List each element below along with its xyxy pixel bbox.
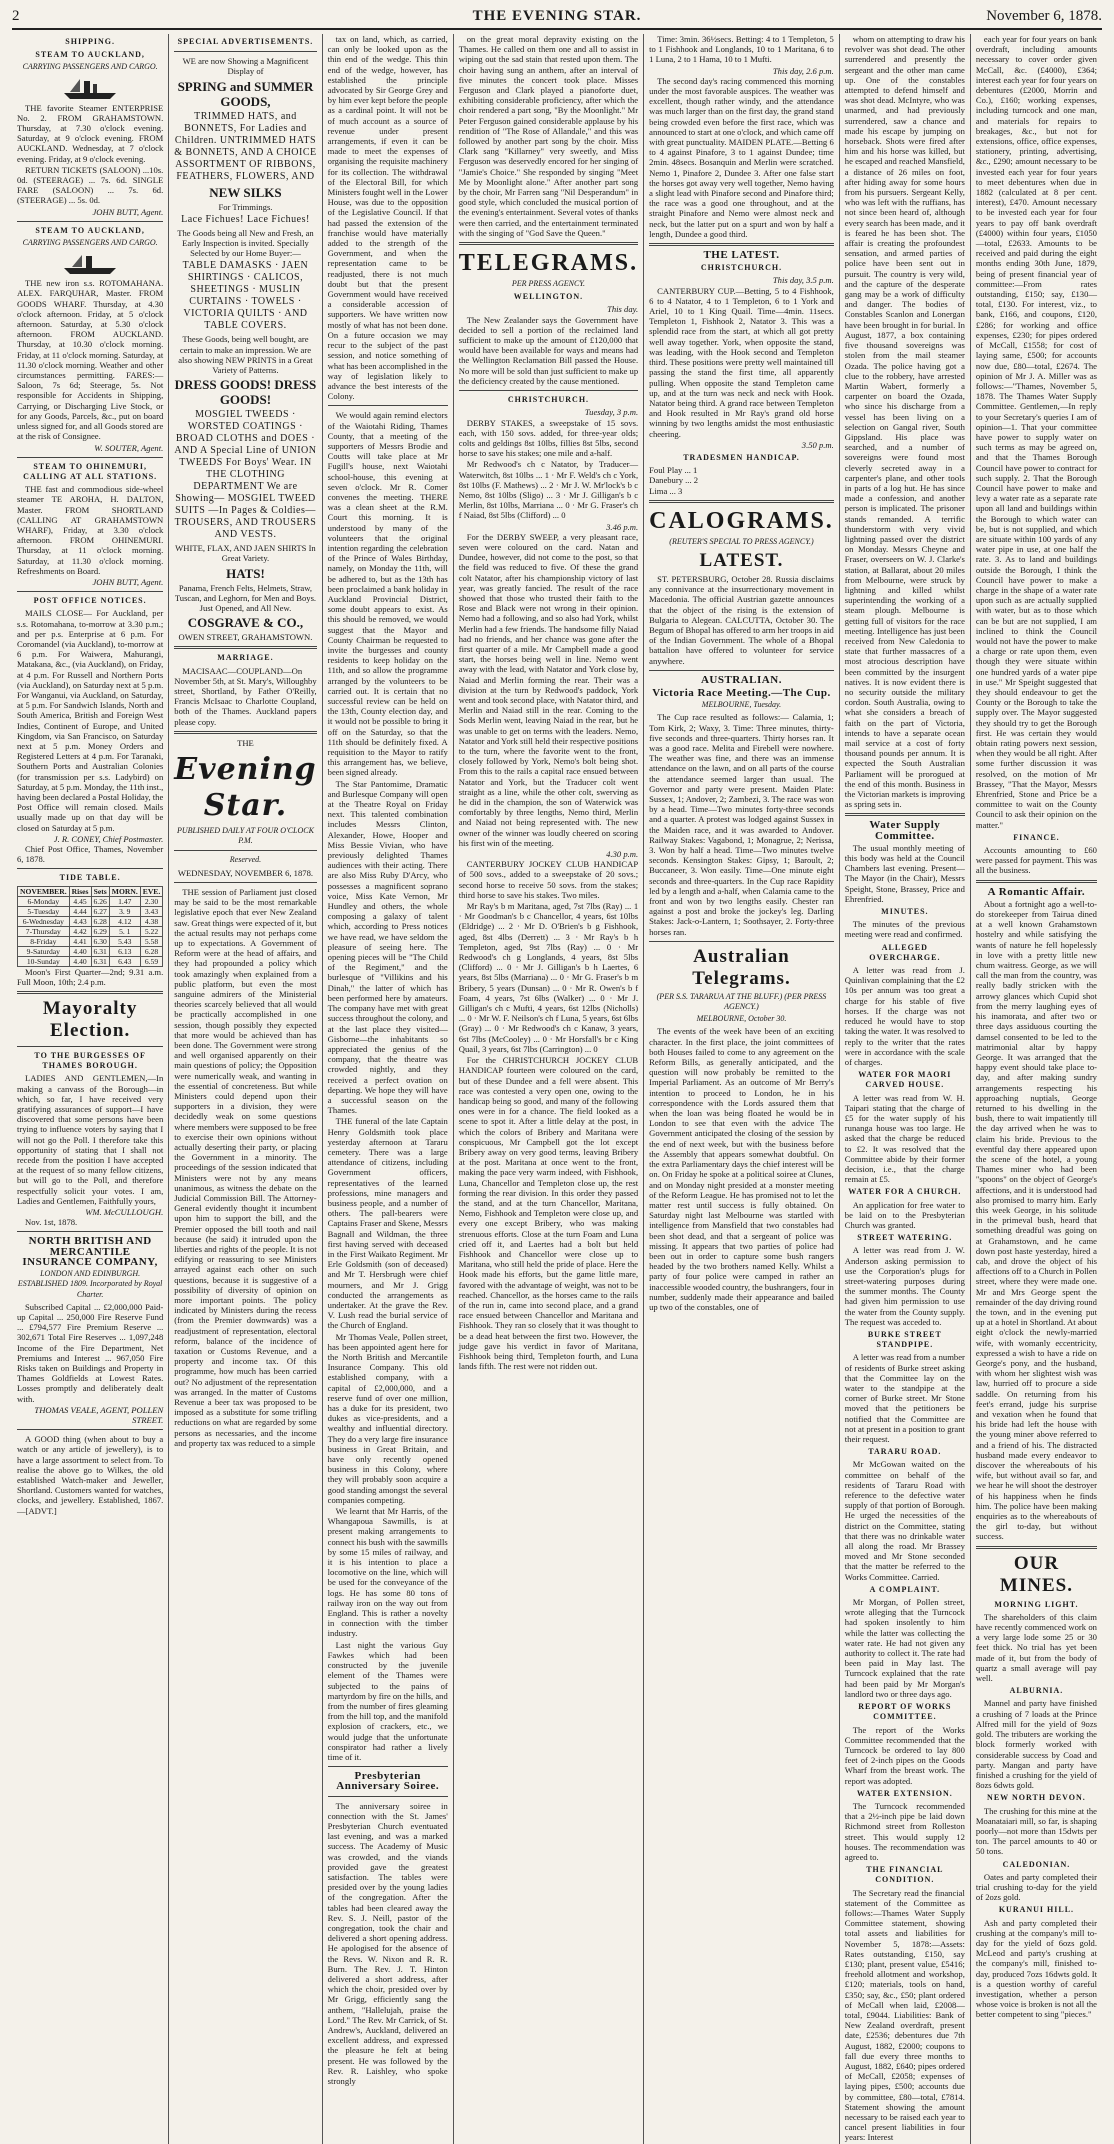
divider	[174, 882, 316, 883]
ad-body: WHITE, FLAX, AND JAEN SHIRTS In Great Variety.	[175, 543, 316, 564]
steam2-body: THE new iron s.s. ROTOMAHANA. ALEX. FARQUHAR, Master. FROM GOODS WHARF. Thursday, at 4.30 o'clock afternoon. Friday, at 5 o'clock afternoon. Saturday, at 5.30 o'clock afternoon. FROM AUCKLAND. Thursday, at 10.30 o'clock morning. Friday, at 11 o'clock morning. Saturday, at 11.30 o'clock morning. Weather and other circumstances permitting. FARES:—Saloon, 7s 6d; Steerage, 5s. Not responsible for Accidents in Shipping, Carrying, or Discharging Live Stock, or for any Goods, Parcels, &c., put on board unless signed for, and all Goods stored are at the risk of Consignee.	[17, 278, 164, 442]
mayoralty-heading: Mayoralty Election.	[42, 998, 138, 1042]
mine-heading: CALEDONIAN.	[1002, 1859, 1071, 1869]
presbyterian-heading: Presbyterian Anniversary Soiree.	[336, 1770, 440, 1793]
handicap-report: For the CHRISTCHURCH JOCKEY CLUB HANDICAP fourteen were coloured on the card, but of these Dundee and a fell were absent. This race was contested a very open one, owing to the handicap being so good, and many of the following ones were in for a chance. The field looked as a scene to spot it. After a little delay at the post, in which the colors of Bribery and Maritana were conspicuous, Mr Campbell got the lot except Bribery away on very good terms, leaving Bribery at the post. Maritana at once went to the front, making the pace very warm indeed, with Fishhook, Luna, Chancellor and Templeton close up, the rest forming the rear division. In this order they passed the stand, and at the turn Chancellor, Maritana, Nemo, Fishhook and Templeton were close up, and every one except Bribery, who was making strenuous efforts. Close at the turn Foam and Luna cried off it, and Laertes had a bolt but held Fishhook and Chancellor were close up to Maritana, who still held the pride of place. Here the Hook made his efforts, but the game little mare, favored with the advantage of weight, was not to be reached. Chancellor, as the horses came to the rails of the run in, came into second place, and a grand race ensued between Chancellor and Maritana and Fishhook. They ran so closely that it was thought to be a dead heat between the first two. However, the judge gave his verdict in favor of Maritana, Fishhook being third, Templeton fourth, and Luna lands fifth. The rest were not ridden out.	[458, 1055, 639, 1372]
race-time: 3.50 p.m.	[801, 439, 834, 450]
australian-heading: AUSTRALIAN.	[700, 673, 782, 686]
minutes-heading: MINUTES.	[881, 907, 929, 917]
our-mines-heading: OUR MINES.	[999, 1552, 1073, 1596]
christchurch-heading: CHRISTCHURCH.	[507, 395, 590, 405]
burke-street-heading: BURKE STREET STANDPIPE.	[867, 1329, 942, 1350]
divider	[845, 813, 965, 816]
table-row	[18, 916, 163, 926]
tide-cell: 6.13	[109, 946, 140, 956]
burke-street-body: A letter was read from a number of residents of Burke street asking that the Committee lay on the water to the standpipe at the corner of Burke street. Mr Stone moved that the petitioners be notified that the Committee are not at present in a position to grant their request.	[844, 1352, 965, 1445]
tide-cell: 6.31	[91, 946, 109, 956]
tide-col-header: EVE.	[140, 886, 163, 896]
tide-cell: 8-Friday	[18, 936, 70, 946]
tide-cell: 4.43	[69, 916, 91, 926]
column-2	[169, 34, 322, 2144]
wellington-date: This day.	[607, 304, 639, 315]
complaint-body: Mr Morgan, of Pollen street, wrote alleging that the Turncock had spoken insolently to him while the latter was collecting the water rate. He had not given any authority to collect it. The rate had been paid in May last. The Turncock explained that the rate had been paid by Mr Morgan's landlord two or three days ago.	[844, 1597, 965, 1699]
tide-cell: 10-Sunday	[18, 956, 70, 966]
post-office-date: Chief Post Office, Thames, November 6, 1878.	[17, 844, 164, 865]
church-water-body: An application for free water to be laid on to the Presbyterian Church was granted.	[844, 1199, 965, 1230]
complaint-heading: A COMPLAINT.	[869, 1584, 941, 1594]
divider	[328, 1796, 448, 1797]
mayoralty-sub: TO THE BURGESSES OF THAMES BOROUGH.	[34, 1051, 146, 1071]
divider	[328, 405, 448, 406]
christchurch-date: Tuesday, 3 p.m.	[584, 407, 639, 418]
evening-star-logo: Evening Star.	[174, 752, 317, 824]
financial-continued: each year for four years on bank overdraft, including amounts necessary to cover order given McCall, &c. (£4000), £364; interest each year for four years on debentures (£2000, Morrin and Co.), £160; working expenses, including turncock and one man, and materials for repairs to breakages, &c., but not for extensions, office, office expenses, stationery, printing, advertising, &c., £290; amount necessary to be invested each year for four years to meet debentures when due in 1882 (calculated at 8 per cent. interest), £470. Amount necessary to be invested each year for four years to pay off bank overdraft (£4000) within four years, £1050—total, £2633. Amounts to be received and paid during the eight months ending 30th June, 1879, being of present financial year of committee:—From rates outstanding, £150; say, £130—total, £130. For interest, viz., to bank, £166, and coupons, £120, £286; for working and office expenses, £230; for pipes ordered of McCall, £1558; for cost of laying same, £500; for accounts now due, £80—total, £2674. The opinion of Mr J. A. Miller was as follows:—"Thames, November 5, 1878. The Thames Water Supply Committee. Gentlemen,—In reply to your Secretary's queries I am of opinion—1. That your committee have power to supply water on such terms as may be agreed on, and that the Thames Borough Council have power to contract for such supply. 2. That the Borough Council have power to make and levy a water rate as a separate rate upon all land and buildings within the Borough to which water can be, but is not supplied, and which are situate within 100 yards of any water pipe in use, at one half the rate. 3. As to land and buildings outside the Borough, I think the Council have power to make a charge in the shape of a water rate upon such as are actually supplied with water, but as to those which can be but are not supplied, I am inclined to think the Council would not have the power to make a charge or rate upon them, even though they were situate within one hundred yards of a water pipe in use." Mr Speight suggested that they should endeavour to get the County or the Borough to take the supply over. The Mayor suggested they should try to get the Borough first. He was certain they would obtain rating powers next session, when they would be all right. After some further discussion it was resolved, on the motion of Mr Brassey, "That the Mayor, Messrs Ehrenfried, Stone and Price be a committee to wait on the County Council to ask their opinion on the matter."	[975, 34, 1097, 830]
water-supply-body: The usual monthly meeting of this body was held at the Council Chambers last evening. Present—The Mayor (in the Chair), Messrs Speight, Stone, Brassey, Price and Ehrenfried.	[844, 842, 965, 904]
divider	[459, 242, 638, 245]
divider	[174, 731, 316, 734]
tide-cell: 5.58	[140, 936, 163, 946]
insurance-body: Subscribed Capital ... £2,000,000 Paid-up Capital ... 250,000 Fire Reserve Fund ... £794,577 Fire Premium Reserve ... 302,671 Total Fire Reserves ... 1,097,248 Income of the Fire Department, Net Premiums and Interest ... 967,050 Fire Risks taken on Buildings and Property in Thames Goldfields at Lowest Rates. Losses promptly and deliberately dealt with.	[17, 1301, 164, 1404]
soiree-continued: on the great moral depravity existing on the Thames. He called on them one and all to assist in wiping out the sad stain that rested upon them. The choir having sung an anthem, after an interval of five minutes the concert took place. Misses Ferguson and Clark played a pianoforte duet, exhibiting considerable proficiency, after which the choir rendered a part song, "By the Moonlight." Mr Peter Ferguson gained considerable applause by his rendition of "The Rose of Allandale," and this was followed by another part song by the choir. Miss Clark sang "Killarney" very sweetly, and Miss Ferguson was deservedly encored for her singing of "Jamie's Choice." She responded by singing "Meet Me by Moonlight alone." After another part song by the choir, Mr Farren sang "Nil Desperandum" in good style, which concluded the musical portion of the evening's entertainment. Several votes of thanks were then carried, and the entertainment terminated with the singing of "God Save the Queen."	[458, 34, 639, 238]
tide-cell: 3.43	[140, 906, 163, 916]
tararu-road-heading: TARARU ROAD.	[868, 1447, 942, 1457]
minutes-body: The minutes of the previous meeting were read and confirmed.	[844, 919, 965, 940]
tradesmen-handicap-heading: TRADESMEN HANDICAP.	[683, 452, 800, 462]
ad-dress-goods: DRESS GOODS! DRESS GOODS!	[174, 377, 317, 408]
divider	[328, 1766, 448, 1767]
church-water-heading: WATER FOR A CHURCH.	[848, 1187, 962, 1197]
ad-body: These Goods, being well bought, are certain to make an impression. We are also showing NEW PRINTS in a Great Variety of Patterns.	[178, 334, 313, 376]
overcharge-heading: ALLEGED OVERCHARGE.	[869, 942, 941, 962]
list-item: Danebury ... 2	[649, 475, 699, 486]
steam2-sub: CARRYING PASSENGERS AND CARGO.	[22, 238, 158, 248]
steamship-icon	[60, 75, 120, 101]
steam1-heading: STEAM TO AUCKLAND,	[35, 50, 145, 60]
race-time: 3.46 p.m.	[606, 521, 639, 532]
wellington-heading: WELLINGTON.	[513, 292, 584, 302]
mine-report: Mannel and party have finished a crushing of 7 loads at the Prince Alfred mill for the yield of 9ozs gold. The tributers are working the block formerly worked with considerable success by Coad and party. Mangan and party have finished a crushing for the yield of 8ozs 6dwts gold.	[975, 1698, 1097, 1791]
steam1-fares: RETURN TICKETS (SALOON) ...10s. 0d. (STEERAGE) ... 7s. 6d. SINGLE FARE (SALOON) ... 7s. 6d. (STEERAGE) ... 5s. 0d.	[17, 164, 164, 206]
tide-table-heading: TIDE TABLE.	[59, 873, 121, 883]
page-masthead	[12, 6, 1102, 30]
leader-article: THE session of Parliament just closed may be said to be the most remarkable legislative epoch that ever New Zealand saw. Great things were expected of it, but the actual results may not perhaps come up to expectations. A Government of Reform were at the head of affairs, and they had propounded a policy which took amazingly when explained from a public platform, but even the most sanguine admirers of the Ministerial theories scarcely believed that all would be practically accomplished in one session, though possibly they expected that more would be achieved than has been done. The Government were strong and well organised apparently on their main questions of policy; the Opposition were numerically weak, and wanting in the essential of concreteness. But while Ministers could depend upon their supporters in a division, they were decidedly weak on some questions where members were supposed to be free to exercise their own opinions without actually deserting their party, or placing the Government in a minority. The proceedings of the session indicated that Ministers were not by any means unanimous, as witness the debate on the Judicial Commission Bill. The Attorney-General evidently thought it incumbent upon him to support the bill, and the Premier opposed the bill tooth and nail because (he said) it intruded upon the liberties and rights of the people. It is not edifying or reassuring to see Ministers arrayed against each other on such questions, because it is suggestive of a possibility of diversity of opinion on more important points. The policy indicated by Ministers during the recess (from the Premier downwards) was a readjustment of representation, electoral reform, balance of the incidence of taxation or Customs Revenue, and a property and income tax. Of this programme, how much has been carried out? No adjustment of the representation was arranged. In the matter of Customs Revenue a beer tax was proposed to be imposed as a substitute for some trifling reductions on what are regarded by some persons as necessaries, and the income and property tax was reduced to a simple	[174, 886, 317, 1448]
mine-heading: MORNING LIGHT.	[994, 1599, 1079, 1609]
ad-firm-name: COSGRAVE & CO.,	[187, 615, 304, 631]
insurance-heading: NORTH BRITISH AND MERCANTILE INSURANCE COMPANY,	[22, 1235, 158, 1268]
tide-cell: 3. 9	[109, 906, 140, 916]
page-number: 2	[12, 8, 20, 24]
divider	[17, 868, 163, 869]
works-committee-body: The report of the Works Committee recommended that the Turncock be ordered to lay 800 feet of 2-inch pipes on the Goods Wharf from the breast work. The report was adopted.	[844, 1724, 965, 1786]
latest2-heading: LATEST.	[699, 549, 784, 571]
street-watering-heading: STREET WATERING.	[857, 1233, 953, 1243]
ad-body: Panama, French Felts, Helmets, Straw, Tuscan, and Leghorn, for Men and Boys. Just Opened, and All New.	[174, 582, 317, 614]
water-supply-heading: Water Supply Committee.	[869, 819, 941, 842]
divider	[17, 1231, 163, 1232]
news-paragraph: THE funeral of the late Captain Henry Goldsmith took place yesterday afternoon at Tararu cemetery. There was a large attendance of citizens, including Government officers, representatives of the learned professions, mine managers and business people, and a number of others. The pall-bearers were Captains Fraser and Skene, Messrs Bagnall and Wildman, the three first having served with deceased in the First Waikato Regiment. Mr Erle Goldsmith (son of deceased) and Mr T. Hersbrugh were chief mourners, and Mr J. Grigg conducted the arrangements as undertaker. At the grave the Rev. V. Lush read the burial service of the Church of England.	[327, 1116, 448, 1331]
tide-table	[17, 886, 163, 967]
column-7	[971, 34, 1102, 2144]
divider	[17, 591, 163, 592]
tide-col-header: NOVEMBER.	[18, 886, 70, 896]
tide-cell: 5. 1	[109, 926, 140, 936]
tide-cell: 6.30	[91, 936, 109, 946]
finance-body: Accounts amounting to £60 were passed for payment. This was all the business.	[975, 845, 1097, 876]
steam1-body: THE favorite Steamer ENTERPRISE No. 2. FROM GRAHAMSTOWN. Thursday, at 7.30 o'clock evening. Saturday, at 9 o'clock evening. FROM AUCKLAND. Wednesday, at 7 o'clock evening. Friday, at 9 o'clock evening.	[17, 102, 164, 164]
tide-cell: 4.12	[109, 916, 140, 926]
presbyterian-body: The anniversary soiree in connection with the St. James' Presbyterian Church eventuated last evening, and was a marked success. The Academy of Music was crowded, and the viands provided gave the greatest satisfaction. The tables were presided over by the young ladies of the congregation. After the tables had been cleared away the Rev. S. J. Neill, pastor of the congregation, took the chair and delivered a short opening address. He apologised for the absence of the Revs. W. Nixon and R. R. Burn. The Rev. J. T. Hinton delivered a short address, after which the choir, presided over by Mr Grigg, efficiently sang the anthem, "Hallelujah, praise the Lord." The Rev. Mr Carrick, of St. Andrew's, Auckland, delivered an excellent address, and expressed the pleasure he felt at being present. He was followed by the Rev. R. Laishley, who spoke strongly	[327, 1800, 448, 2087]
tide-cell: 4.45	[69, 896, 91, 906]
tide-cell: 6.31	[91, 956, 109, 966]
works-committee-heading: REPORT OF WORKS COMMITTEE.	[858, 1702, 952, 1722]
steam2-heading: STEAM TO AUCKLAND,	[35, 225, 145, 235]
mayoralty-signature: WM. McCULLOUGH.	[85, 1207, 164, 1218]
financial-condition-heading: THE FINANCIAL CONDITION.	[866, 1865, 944, 1885]
tide-cell: 6-Wednesday	[18, 916, 70, 926]
divider	[174, 51, 316, 52]
victoria-race-body: The Cup race resulted as follows:— Calamia, 1; Tom Kirk, 2; Waxy, 3. Time: Three minutes, thirty-five seconds and three-quarters. Thirty horses ran. It was a good race. Melita and Firebell were nowhere. The weather was fine, and there was an immense attendance on the lawn, and on all parts of the course the attendance seemed larger than usual. The Governor and party were present. Maiden Plate: Sussex, 1; Andover, 2; Zambezi, 3. The race was won by a head. Time—Two minutes forty-three seconds and a quarter. A protest was lodged against Sussex in the Maiden race, and it was awarded to Andover. Railway Stakes: Vagabond, 1; Monagrue, 2; Nerissa, 3. Won by half a head. Time—Two minutes twelve seconds. Kensington Stakes: Gipsy, 1; Baroult, 2; Buccaneer, 3. Won easily. Time—One minute eight seconds and three-quarters. In the Cup race Rapidity led by a length and a-half, when Calamia came to the front and won by two lengths easily. Chester ran against a post and broke the jockey's leg. Darling Stakes: Jack-o-Lantern, 1; Soothsayer, 2. Forty-three horses ran.	[649, 712, 834, 937]
romantic-affair-body: About a fortnight ago a well-to-do storekeeper from Tairua dined at a well known Grahamstown hostelry and while satisfying the wants of nature he fell hopelessly in love with a pretty little new chum waitress. George, as we will call the man from the country, was really badly stricken with the arrowy glances which Cupid shot from the merry laughing eyes of his inamorata, and after two or three days assiduous courting the damsel consented to be led to the matrimonial altar by happy George. It was arranged that the happy event should take place to-day, and after making sundry arrangements respecting his approaching nuptials, George returned to his dwelling in the bush, there to wait impatiently till the day arrived when he was to claim his bride. Previous to the eventful day there appeared upon the scene of the hotel, a young Thames miner who had been "spoons" on the object of George's affections, and it is understood had also promised to marry him. Early this week George, in his solitude in the primeval bush, heard that something dreadful was going on at Grahamstown, and he came down post haste yesterday, hired a cab, and drove the object of his affections off to a Church in Pollen street, where they were made one. Mr and Mrs George spent the remainder of the day driving round the town, and in the evening put up at a hotel in Shortland. At about eight o'clock the newly-married wife, with womanly eccentricity, expressed a wish to have a ride on George's pony, and the husband, with whom her slightest wish was law, hurried off to procure a side saddle. On returning from his feet's errand, judge his surprise and vexation when he found that his bride had left the house with the young miner above referred to and a friend of his. The distracted husband made every endeavor to discover the whereabouts of his wife, but without avail so far, and we hear he will shoot the destroyer of his happiness when he finds him. The police have been making enquiries as to the whereabouts of the girl to-day, but without success.	[975, 898, 1097, 1542]
tide-cell: 1.47	[109, 896, 140, 906]
ad-lace-fichues: Lace Fichues! Lace Fichues!	[181, 213, 310, 225]
overcharge-body: A letter was read from J. Quinlivan complaining that the £2 10s per annum was too great a charge for his stable of five horses. If the charge was not reduced he would have to stop taking the water. It was resolved to reply to the writer that the rates were in accordance with the scale of charges.	[844, 965, 965, 1067]
finance-heading: FINANCE.	[1013, 832, 1060, 842]
tide-cell: 6.43	[109, 956, 140, 966]
news-paragraph: The Star Pantomime, Dramatic and Burlesque Company will open at the Theatre Royal on Friday next. This talented combination includes Messrs Clinton, Alexander, Howe, Hooper and Miss Bessie Vivian, who have previously delighted Thames audiences with their acting. There are also Miss Ruby D'Arcy, who possesses a magnificent soprano voice, Miss Kate Vernon, Mr Hundley and others, the whole composing a galaxy of talent which, according to Press notices we have read, we have seldom the pleasure of seeing here. The opening pieces will be "The Child of the Regiment," and the burlesque of "Villikins and his Dinah," the latter of which has been performed here by amateurs. The company have met with great success throughout the colony, and at the last place they visited—Gisborne—the inhabitants so appreciated the genius of the company, that the theatre was crowded nightly, and they received a perfect ovation on departing. We hope they will have a successful season on the Thames.	[327, 778, 448, 1116]
ad-headline-silks: NEW SILKS	[209, 184, 282, 200]
christchurch-date: This day, 3.5 p.m.	[772, 275, 834, 286]
shipping-heading: SHIPPING.	[65, 37, 115, 46]
tide-cell: 6.59	[140, 956, 163, 966]
ad-body: The Goods being all New and Fresh, an Early Inspection is invited. Specially Selected by our Home Buyer:—	[177, 227, 314, 259]
divider	[17, 1046, 163, 1047]
mayoralty-date: Nov. 1st, 1878.	[25, 1217, 78, 1228]
tide-cell: 5.22	[140, 926, 163, 936]
tide-cell: 4.41	[69, 936, 91, 946]
mine-report: Ash and party completed their crushing at the company's mill to-day for the yield of 6ozs gold. McLeod and party's crushing at the company's mill, finished to-day, produced 7ozs 16dwts gold. It is a question worthy of careful investigation, whether a person whose voice is broken is not all the better competent to sing "pieces."	[975, 1917, 1097, 2020]
divider	[976, 1546, 1097, 1549]
published-line: PUBLISHED DAILY AT FOUR O'CLOCK P.M.	[176, 826, 314, 846]
water-extension-heading: WATER EXTENSION.	[856, 1788, 953, 1798]
maori-house-heading: WATER FOR MAORI CARVED HOUSE.	[858, 1070, 952, 1090]
derby-entries: Mr Redwood's ch c Natator, by Traducer—Waterwitch, 8st 10lbs ... 1 · Mr F. Weld's ch c York, 8st 10lbs (F. Mathews) ... 2 · Mr J. W. Mr'lock's b c Nemo, 8st 10lbs (Sligo) ... 3 · Mr J. Gilligan's b c Merlin, 8st 10lbs, Marriana ... 0 · Mr G. Fraser's ch f Naiad, 8st 5lbs (Clifford) ... 0	[458, 459, 639, 521]
handicap-stakes: CANTERBURY JOCKEY CLUB HANDICAP of 500 sovs., added to a sweepstake of 20 sovs.; second horse to receive 50 sovs. from the stakes; third horse to save his stakes. Two miles.	[458, 859, 639, 900]
divider	[17, 1429, 163, 1430]
calograms-body: ST. PETERSBURG, October 28. Russia disclaims any connivance at the insurrectionary movement in Macedonia. The official Austrian gazette announces that the object of the rising is the extension of Bulgaria to Alegean. CALCUTTA, October 30. The Begum of Bhopal has offered to arm her troops in aid of the Indian Government. The whole of a Bhopal battalion have offered to volunteer for service anywhere.	[649, 573, 834, 666]
table-row	[18, 886, 163, 896]
list-item: Foul Play ... 1	[649, 465, 698, 476]
tide-cell: 6.28	[91, 916, 109, 926]
divider	[174, 850, 316, 851]
tide-cell: 5-Tuesday	[18, 906, 70, 916]
australian-telegrams-heading: Australian Telegrams.	[692, 945, 791, 989]
paper-date: November 6, 1878.	[986, 8, 1102, 24]
tide-cell: 4.38	[140, 916, 163, 926]
race-time: This day, 2.6 p.m.	[772, 65, 834, 76]
divider	[649, 500, 834, 503]
calograms-sub: (REUTER'S SPECIAL TO PRESS AGENCY.)	[669, 536, 814, 546]
post-office-signature: J. R. CONEY, Chief Postmaster.	[53, 833, 164, 844]
leader-continued: tax on land, which, as carried, can only be looked upon as the thin end of the wedge. This thin end of the wedge, however, has established the principle advocated by Sir George Grey and by him ever kept before the people as a cardinal point. It will not be of much account as a source of revenue under present arrangements, if even it can be made to meet the expenses of organising the requisite machinery for its collection. The withdrawal of the Electoral Bill, for which Ministers fought well in the Lower House, was due to the opposition of the Legislative Council. If that had passed the extension of the franchise would have materially added to the strength of the Government, and when the representation came to be readjusted, there is not much doubt but that the present Government would have received a considerable accession of supporters. We have written now mostly of what has not been done. On a future occasion we may recur to the subject of the past session, and notice something of what has been accomplished in the way of legislation likely to advance the best interests of the Colony.	[327, 34, 448, 402]
tararu-road-body: Mr McGowan waited on the committee on behalf of the residents of Tararu Road with reference to the defective water supply of that portion of Borough. He urged the necessities of the district on the Committee, stating that there was no drinkable water all along the road. Mr Brassey moved and Mr Stone seconded that the matter be referred to the Works Committee. Carried.	[844, 1459, 965, 1582]
ad-lines-trimmings: For Trimmings.	[218, 201, 273, 212]
street-watering-body: A letter was read from J. W. Anderson asking permission to use the Corporation's plugs for street-watering purposes during the summer months. The County had given him permission to use the water from the County supply. The request was acceded to.	[844, 1245, 965, 1327]
mine-heading: NEW NORTH DEVON.	[987, 1793, 1086, 1803]
tide-cell: 9-Saturday	[18, 946, 70, 956]
paper-title: THE EVENING STAR.	[472, 8, 642, 24]
tide-cell: 2.30	[140, 896, 163, 906]
news-paragraph: Mr Thomas Veale, Pollen street, has been appointed agent here for the North British and Mercantile Insurance Company. This old established company, with a capital of £2,000,000, and a reserve fund of over one million, has a duke for its president, two dukes as vice-presidents, and a wealthy and influential directory. They do a very large fire insurance business in Great Britain, and have only recently opened business in this Colony, where they will probably soon acquire a good standing amongst the several companies competing.	[327, 1331, 448, 1505]
newspaper-columns	[12, 34, 1102, 2143]
steam3-heading: STEAM TO OHINEMURI, CALLING AT ALL STATIONS.	[23, 461, 158, 481]
race-time: 4.30 p.m.	[606, 849, 639, 860]
derby-report: For the DERBY SWEEP, a very pleasant race, seven were coloured on the card. Natan and Dundee, however, did not come to the post, so that the field was reduced to five. Of these the grand colt Natator, after his championship victory of last year, was greatly fancied. The result of the race showed that those who trusted their faith to the Rose and Black were not wrong in their opinion. Nemo had a following, and so also had York, whilst Merlin had a few friends. The handsome filly Naiad had no friends, and her chance was gone after the first quarter of a mile. Mr Campbell made a good start, the horses being well in line. Nemo went away with the lead, with Natator and York close by, Naiad and Merlin forming the rear. Their was a division at the turn by Redwood's paddock, York went and took second place, with Natator third, and Merlin and Naiad still in the rear. Coming to the Sods Merlin went, leaving Naiad in the rear, but he was unable to get on terms with the leaders. Nemo, Natator and York still held their respective positions to the turn, where the favorite went to the front, closely followed by York, Nemo's bolt being shot. From this to the rails a capital race ensued between Natator and York, but the Traducer colt went straight as a line, while the other colt, swerving as he did in the champion, the son of Waterwick was comfortably by three lengths, Nemo third, Merlin and Naiad not being represented with. The new owner of the winner was loudly cheered on scoring his first win of the meeting.	[458, 531, 639, 848]
watch-advert: A GOOD thing (when about to buy a watch or any article of jewellery), is to have a large assortment to select from. To realise the above go to Wilkes, the old established Watch-maker and Jeweller, Shortland. Customers wanted for watches, clocks, and jewellery. Established, 1867.—[ADVT.]	[17, 1434, 164, 1516]
tide-cell: 6-Monday	[18, 896, 70, 906]
steam3-signature: JOHN BUTT, Agent.	[92, 576, 164, 587]
moon-phases: Moon's First Quarter—2nd; 9.31 a.m. Full Moon, 10th; 2.4 p.m.	[17, 966, 164, 987]
mine-heading: ALBURNIA.	[1009, 1686, 1064, 1696]
tide-col-header: MORN.	[109, 886, 140, 896]
handicap-betting: Time: 3min. 36½secs. Betting: 4 to 1 Templeton, 5 to 1 Fishhook and Longlands, 10 to 1 Maritana, 6 to 1 Luna, 2 to 1 Hama, 10 to 1 Mufti.	[649, 34, 834, 65]
list-item: Lima ... 3	[649, 485, 683, 496]
victoria-race-heading: Victoria Race Meeting.—The Cup.	[652, 686, 831, 699]
tide-cell: 7-Thursday	[18, 926, 70, 936]
table-row	[18, 906, 163, 916]
special-ads-heading: SPECIAL ADVERTISEMENTS.	[177, 37, 314, 46]
steam2-signature: W. SOUTER, Agent.	[94, 442, 164, 453]
water-extension-body: The Turncock recommended that a 2½-inch pipe be laid down Richmond street from Rolleston street. This would supply 12 houses. The recommendation was agreed to.	[844, 1800, 965, 1862]
christchurch-heading: CHRISTCHURCH.	[700, 263, 783, 273]
ad-list: TABLE DAMASKS · JAEN SHIRTINGS · CALICOS, SHEETINGS · MUSLIN CURTAINS · TOWELS · VICTORIA QUILTS · AND TABLE COVERS.	[182, 260, 309, 332]
tide-cell: 5.43	[109, 936, 140, 946]
tide-cell: 4.44	[69, 906, 91, 916]
marriage-heading: MARRIAGE.	[217, 653, 274, 663]
handicap-entries: Mr Ray's b m Maritana, aged, 7st 7lbs (Ray) ... 1 · Mr Goodman's b c Chancellor, 4 years, 6st 10lbs (Eldridge) ... 2 · Mr D. O'Brien's b g Fishhook, aged, 8st 4lbs (Derrett) ... 3 · Mr Ray's b h Templeton, aged, 9st 7lbs (Ray) ... 0 · Mr Redwood's ch g Longlands, 4 years, 8st 5lbs (Clifford) ... 0 · Mr J. Gilligan's b h Laertes, 6 years, 8st 5lbs (Marriana) ... 0 · Mr G. Fraser's b m Bribery, 5 years (Dunsan) ... 0 · Mr R. Owen's b f Foam, 4 years, 7st 6lbs (Walker) ... 0 · Mr J. Gilligan's ch c Mufti, 4 years, 6st 12lbs (Nicholls) ... 0 · Mr W. F. Neilson's ch f Luna, 5 years, 6st 6lbs (Gray) ... 0 · Mr Redwood's ch c Kanaw, 3 years, 6st 7lbs (McCooley) ... 0 · Mr Horsfall's br c King Quail, 3 years, 6st 7lbs (Carrington) ... 0	[458, 901, 639, 1054]
table-row	[18, 896, 163, 906]
table-row	[18, 936, 163, 946]
maori-house-body: A letter was read from W. H. Taipari stating that the charge of £5 for the water supply of his runanga house was too large. He asked that the charge be reduced to £2. It was resolved that the Committee abide by their former decision, i.e., that the charge remain at £5.	[844, 1092, 965, 1185]
canterbury-cup-report: CANTERBURY CUP.—Betting, 5 to 4 Fishhook, 6 to 4 Natator, 4 to 1 Templeton, 6 to 1 York and Ariel, 10 to 1 King Quail. Time—4min. 11secs. Templeton 1, Fishhook 2, Natator 3. This was a splendid race from the start, at which all got pretty well away together. York, when opposite the stand, was leading, with the Hook second and Templeton third. These positions were pretty well maintained till passing the stand the first time, all apparently pulling. When opposite the stand Templeton came up, and at the turn was neck and neck with Hook. Natator being third. A grand race between Templeton and Hook resulted in Mr Ray's grand old horse winning by two lengths amidst the most enthusiastic cheering.	[649, 285, 834, 439]
divider	[649, 670, 834, 671]
steam1-sub: CARRYING PASSENGERS AND CARGO.	[22, 62, 158, 72]
tide-cell: 6.27	[91, 906, 109, 916]
ad-lines-tweeds: MOSGIEL TWEEDS · WORSTED COATINGS · BROAD CLOTHS and DOES · AND A Special Line of UNION TWEEDS For Boys' Wear. IN THE CLOTHING DEPARTMENT We are Showing— MOSGIEL TWEED SUITS —In Pages & Coldies— TROUSERS, AND TROUSERS AND VESTS.	[174, 409, 317, 541]
australian-telegrams-sub: (PER S.S. TARARUA AT THE BLUFF.) (PER PRESS AGENCY.)	[656, 991, 827, 1012]
table-row	[18, 926, 163, 936]
divider	[17, 991, 163, 994]
column-5	[644, 34, 840, 2144]
column-4	[454, 34, 644, 2144]
australian-telegrams-body: The events of the week have been of an exciting character. In the first place, the joint committees of both Houses failed to come to any agreement on the Reform Bills, as generally anticipated, and the question will now probably be remitted to the Imperial Parliament. As an outcome of Mr Berry's intention to proceed to London, he in his correspondence with the Lords assured them that when the loan was being floated he would be in London to see that even with the advice The Government anticipated the closing of the session by the end of next week, but with the business before the Assembly that appears somewhat doubtful. On the extra Parliamentary days the chief interest will be on. On Friday he spoke at a political soiree at Clunes, and on Monday night presided at a monster meeting of the Reform League. He has promised not to let the matter rest until success is fully obtained. On Saturday night last Melbourne was startled with intelligence from Mansfield that two constables had been shot dead, and that a sergeant of police was missing. It appears that two parties of police had been out in order to capture some bush rangers headed by the two brothers named Kelly. Whilst a party of four police were camped in rather an inaccessible wooded country, the bushrangers, four in number, suddenly made their appearance and bailed up two of the constables, one of	[649, 1026, 834, 1312]
post-office-body: MAILS CLOSE— For Auckland, per s.s. Rotomahana, to-morrow at 3.30 p.m.; and per p.s. Enterprise at 6 p.m. For Coromandel (via Auckland), to-morrow at 6 p.m. For Waiwera, Mahurangi, Matakana, &c., (via Auckland), on Friday, at 4 p.m. For Russell and Northern Ports (via Auckland), on Saturday next at 5 p.m. For Wanganui, via Auckland, on Saturday, at 5 p.m. For Sandwich Islands, North and South America, British and Foreign West Indies, Continent of Europe, and United Kingdom, via San Francisco, on Saturday next at 5 p.m. Money Orders and Registered Letters at 4 p.m. For Taranaki, Southern Ports and Australian Colonies (for transmission per s.s. Ladybird) on Saturday, at 5 p.m. Monday, the 11th inst., having been declared a Postal Holiday, the Post Office will remain closed. Mails usually made up on that day will be closed on Saturday at 5 p.m.	[17, 608, 164, 833]
table-row	[18, 956, 163, 966]
calograms-heading: CALOGRAMS.	[649, 507, 834, 534]
mine-report: The shareholders of this claim have recently commenced work on a very large lode some 25 or 30 feet thick. No trial has yet been made of it, but from the body of quartz a small average will pay well.	[975, 1611, 1097, 1684]
reserved-line: Reserved.	[229, 855, 262, 865]
divider	[649, 243, 834, 246]
divider	[976, 880, 1097, 883]
second-day-report: The second day's racing commenced this morning under the most favorable auspices. The weather was excellent, though rather windy, and the attendance was much larger than on the first day, the grand stand being crowded even before the first race, which was announced to start at one o'clock, and which came off with great punctuality. MAIDEN PLATE.—Betting 6 to 4 against Pinafore, 3 to 1 against Dundee; time 2min. 48secs. Bosanquin and Merlin were scratched. Nemo 1, Pinafore 2, Dundee 3. After one false start the horses got away very well together, Nemo having a slight lead with Pinafore second and Pinafore third; the race was a good one throughout, and at the straight Pinafore and Nemo were almost neck and neck, but the latter put on a spurt and won by half a length, Dundee a good third.	[649, 75, 834, 239]
telegrams-heading: TELEGRAMS.	[458, 250, 639, 277]
divider	[174, 646, 316, 649]
issue-date: WEDNESDAY, NOVEMBER 6, 1878.	[177, 867, 314, 878]
tide-cell: 6.26	[91, 896, 109, 906]
mayoralty-body: LADIES AND GENTLEMEN,—In making a canvass of the Borough—in which, so far, I have received very gratifying assurances of support—I have discovered that some persons have been trying to influence voters by saying that I will not go the Poll. I therefore take this opportunity of stating that I shall not recede from the position I have accepted at the request of so many fellow citizens, but will go to the Poll, and therefore respectfully solicit your votes. I am, Ladies and Gentlemen, Faithfully yours,	[17, 1073, 164, 1206]
post-office-heading: POST OFFICE NOTICES.	[33, 596, 147, 606]
news-paragraph: We learnt that Mr Harris, of the Whangapoua Sawmills, is at present making arrangements to connect his bush with the sawmills by some 15 miles of railway, and it is his intention to place a locomotive on the line, which will be used for the conveyance of the logs. He has some 80 tons of railway iron on the way out from England. This is rather a novelty in connection with the timber industry.	[327, 1506, 448, 1639]
australian-telegrams-date: MELBOURNE, October 30.	[696, 1014, 787, 1024]
financial-condition-body: The Secretary read the financial statement of the Committee as follows:—Thames Water Supply Committee statement, showing total assets and liabilities for November 5, 1878:—Assets: Rates outstanding, £150, say £130; plant, present value, £5416; freehold allotment and workshop, £120; materials, tools on hand, £350; say, &c., £50; plant ordered of McCall when laid, £2008—total, £9044. Liabilities: Bank of New Zealand overdraft, present date, £2536; debentures due 7th August, 1882, £2000; coupons to fall due every three months to August, 1882, £640; pipes ordered of McCall, £2058; expenses of laying pipes, £500; accounts due by committee, £80—total, £7814. Statement showing the amount necessary to be raised each year to cancel present liabilities in four years: Interest	[844, 1887, 965, 2143]
ad-hats: HATS!	[226, 565, 265, 581]
tide-col-header: Sets	[91, 886, 109, 896]
mine-report: The crushing for this mine at the Moanataiari mill, so far, is shaping poorly—not more than 15dwts per ton. The parcel amounts to 40 or 50 tons.	[975, 1805, 1097, 1857]
steamship-icon	[60, 250, 120, 276]
telegrams-sub: PER PRESS AGENCY.	[511, 279, 585, 289]
mine-heading: KURANUI HILL.	[998, 1905, 1075, 1915]
victoria-race-date: MELBOURNE, Tuesday.	[701, 700, 782, 710]
news-paragraph: We would again remind electors of the Waiotahi Riding, Thames County, that a meeting of the supporters of Messrs Brodie and Coutts will take place at Mr Fugill's house, next Waiotahi school-house, this evening at seven o'clock. Mr R. Comer convenes the meeting. THERE was a clean sheet at the R.M. Court this morning. It is understood by many of the volunteers that the original intention regarding the celebration of the Prince of Wales Birthday, namely, on Monday the 11th, will be adhered to, but as the 13th has been proclaimed a bank holiday in Auckland Provincial District, some doubt appears to exist. As this should be removed, we would suggest that the Mayor and County Chairman be requested to invite the burgesses and county residents to keep holiday on the 11th, and so allow the programme arranged by the volunteers to be carried out. It is certain that no successful review can be held on the 13th, County election day, and it would not be possible to bring it off on the Saturday, so that the 11th should be definitely fixed. A requisition to the Mayor to ratify this arrangement has, we believe, been signed already.	[327, 410, 448, 778]
ad-headline-spring: SPRING and SUMMER GOODS,	[177, 78, 314, 109]
mine-report: Oates and party completed their trial crushing to-day for the yield of 2ozs gold.	[975, 1871, 1097, 1903]
tide-cell: 4.42	[69, 926, 91, 936]
divider	[459, 390, 638, 391]
column-6	[840, 34, 971, 2144]
ad-firm-address: OWEN STREET, GRAHAMSTOWN.	[178, 632, 313, 643]
tide-cell: 4.40	[69, 956, 91, 966]
divider	[649, 941, 834, 942]
tide-cell: 6.29	[91, 926, 109, 936]
logo-the: THE	[237, 737, 254, 748]
derby-stakes: DERBY STAKES, a sweepstake of 15 sovs. each, with 150 sovs. added, for three-year olds; colts and geldings 8st 10lbs, fillies 8st 5lbs, second horse to save his stakes; one mile and a-half.	[458, 417, 639, 459]
marriage-body: MACISAAC—COUPLAND—On November 5th, at St. Mary's, Willoughby street, Shortland, by Father O'Reilly, Francis McIsaac to Charlotte Coupland, both of the Thames. Auckland papers please copy.	[174, 665, 317, 727]
tide-cell: 6.28	[140, 946, 163, 956]
steam1-signature: JOHN BUTT, Agent.	[92, 206, 164, 217]
column-3	[323, 34, 454, 2144]
tide-cell: 4.40	[69, 946, 91, 956]
insurance-signature: THOMAS VEALE, AGENT, POLLEN STREET.	[34, 1404, 164, 1425]
wellington-body: The New Zealander says the Government have decided to sell a portion of the reclaimed land sufficient to make up the amount of £120,000 that would have been available for ways and means had the Wellington Reclamation Bill passed the House. No more will be sold than just sufficient to make up the deficiency created by the cause mentioned.	[458, 314, 639, 386]
ad-intro: WE are now Showing a Magnificent Display of	[182, 56, 309, 77]
bushranger-continued: whom on attempting to draw his revolver was shot dead. The other surrendered and presently the sergeant and the other man came up. One of the constables attempted to defend himself and was shot dead. McIntyre, who was unarmed, and had previously surrendered, saw a chance and made his escape by jumping on horseback. Shots were fired after him and his horse was killed, but he escaped and reached Mansfield, a distance of 26 miles on foot, after hiding away for some hours from his pursuers. Sergeant Kelly, who was left with the ruffians, has not since been heard of, although every search has been made, and it is feared he has been shot. The affair is creating the profoundest sensation, and armed parties of police have been sent out in pursuit. The country is very wild, and the capture of the desperate gang may be a work of difficulty and danger. The bodies of Constables Scanlon and Lonergan have been brought in for burial. In August, 1877, a box containing five thousand sovereigns was stolen from the mail steamer Ozada. The police having got a clue to the robbery, have arrested Martin Wabert, formerly a carpenter on board the Ozada, who since his discharge from a vessel has been living on a selection on Gangal river, South Gippsland. His place was searched, and a number of sovereigns were found most cleverly secreted away in a carpenter's plane, and other tools in parts of a log hut. He has since made a confession, and another person is implicated. The prisoner stands remanded. A terrific thunderstorm with very vivid lightning passed over the district on Monday. Messrs Cheyne and Fraser, overseers on W. J. Clarke's station, at Ballarat, about 20 miles from Melbourne, were struck by lightning and killed whilst superintending the working of a steam plough. Melbourne is getting full of visitors for the race meeting. Intelligence has just been received from New Caledonia to state that further massacres of a most atrocious description have been committed by the insurgent natives. It is now evident there is no security outside the military cordon. South Australia, owing to what she considers a breach of faith on the part of Victoria, intends to have a separate ocean mail service at a cost of forty thousand pounds per annum. It is expected the South Australian Parliament will be prorogued at the end of this month. Business in the Victorian markets is improving as spring sets in.	[844, 34, 965, 810]
divider	[17, 221, 163, 222]
news-paragraph: Last night the various Guy Fawkes which had been constructed by the juvenile element of the Thames were subjected to the pains of martyrdom by fire on the hills, and from the number of fires gleaming from the hill top, and the manifold explosion of crackers, etc., we would judge that the unfortunate conspirator had rather a lively time of it.	[327, 1639, 448, 1762]
divider	[17, 457, 163, 458]
latest-heading: THE LATEST.	[703, 249, 780, 262]
tide-col-header: Rises	[69, 886, 91, 896]
romantic-affair-heading: A Romantic Affair.	[987, 885, 1086, 898]
column-1	[12, 34, 169, 2144]
steam3-body: THE fast and commodious side-wheel steamer TE AROHA, H. DALTON, Master. FROM SHORTLAND (CALLING AT GRAHAMSTOWN WHARF), Friday, at 3.30 o'clock afternoon. FROM OHINEMURI. Thursday, at 11 o'clock morning. Saturday, at 11.30 o'clock morning. Refreshments on Board.	[17, 484, 164, 576]
ad-lines-hats: TRIMMED HATS, and BONNETS, For Ladies and Children. UNTRIMMED HATS & BONNETS, AND A CHOICE ASSORTMENT OF RIBBONS, FEATHERS, FLOWERS, AND	[174, 110, 317, 182]
insurance-sub: LONDON AND EDINBURGH. ESTABLISHED 1809. Incorporated by Royal Charter.	[17, 1269, 163, 1299]
table-row	[18, 946, 163, 956]
